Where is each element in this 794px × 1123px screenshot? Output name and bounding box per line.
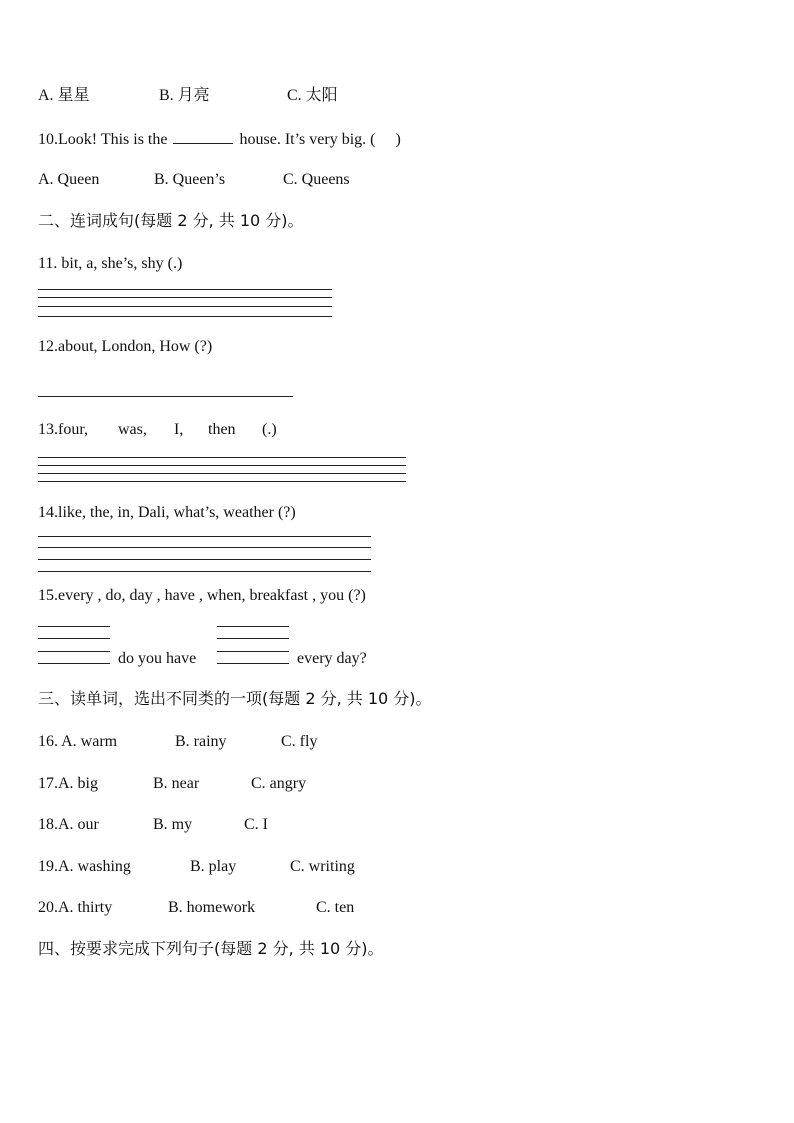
section-3-title: 三、读单词，选出不同类的一项(每题 2 分, 共 10 分)。	[38, 689, 432, 708]
q9-option-a[interactable]: A. 星星	[38, 87, 90, 104]
q13-answer-line[interactable]	[38, 473, 406, 474]
q13-word: 13.four,	[38, 421, 89, 438]
q11-prompt: 11. bit, a, she’s, shy (.)	[38, 255, 183, 272]
q13-word: (.)	[262, 421, 277, 438]
q15-end-text: every day?	[297, 650, 367, 667]
q10-close-paren: )	[395, 131, 401, 148]
q13-answer-line[interactable]	[38, 465, 406, 466]
q17-option-b[interactable]: B. near	[153, 775, 200, 792]
q12-prompt: 12.about, London, How (?)	[38, 338, 213, 355]
section-4-title: 四、按要求完成下列句子(每题 2 分, 共 10 分)。	[38, 939, 384, 958]
q18-option-b[interactable]: B. my	[153, 816, 193, 833]
q11-answer-line[interactable]	[38, 316, 332, 317]
q16-option-a[interactable]: 16. A. warm	[38, 733, 118, 750]
q13-word: then	[208, 421, 236, 438]
q15-blank-2-line[interactable]	[217, 626, 289, 627]
section-2-title: 二、连词成句(每题 2 分, 共 10 分)。	[38, 211, 304, 230]
q14-answer-line[interactable]	[38, 571, 371, 572]
q20-option-b[interactable]: B. homework	[168, 899, 256, 916]
q14-prompt: 14.like, the, in, Dali, what’s, weather (?)	[38, 504, 296, 521]
q11-answer-line[interactable]	[38, 306, 332, 307]
q18-option-c[interactable]: C. I	[244, 816, 268, 833]
q18-option-a[interactable]: 18.A. our	[38, 816, 99, 833]
q15-blank-1-line[interactable]	[38, 651, 110, 652]
q10-option-b[interactable]: B. Queen’s	[154, 171, 226, 188]
q13-word: was,	[118, 421, 147, 438]
q16-option-b[interactable]: B. rainy	[175, 733, 227, 750]
q14-answer-line[interactable]	[38, 547, 371, 548]
q16-option-c[interactable]: C. fly	[281, 733, 318, 750]
q17-option-c[interactable]: C. angry	[251, 775, 307, 792]
q10-option-c[interactable]: C. Queens	[283, 171, 350, 188]
q13-answer-line[interactable]	[38, 457, 406, 458]
q17-option-a[interactable]: 17.A. big	[38, 775, 98, 792]
q13-word: I,	[174, 421, 184, 438]
q10-answer-blank[interactable]	[173, 129, 233, 144]
q9-option-b[interactable]: B. 月亮	[159, 87, 210, 104]
q14-answer-line[interactable]	[38, 559, 371, 560]
q15-blank-1-line[interactable]	[38, 638, 110, 639]
q20-option-a[interactable]: 20.A. thirty	[38, 899, 113, 916]
q19-option-a[interactable]: 19.A. washing	[38, 858, 131, 875]
q9-option-c[interactable]: C. 太阳	[287, 87, 338, 104]
q19-option-b[interactable]: B. play	[190, 858, 237, 875]
q10-text-before: 10.Look! This is the	[38, 131, 168, 148]
q13-answer-line[interactable]	[38, 481, 406, 482]
q10-text-after: house. It’s very big. (	[239, 131, 376, 148]
q19-option-c[interactable]: C. writing	[290, 858, 355, 875]
q11-answer-line[interactable]	[38, 289, 332, 290]
q10-question	[38, 129, 401, 150]
q14-answer-line[interactable]	[38, 536, 371, 537]
q15-blank-2-line[interactable]	[217, 638, 289, 639]
q15-middle-text: do you have	[118, 650, 197, 667]
q15-prompt: 15.every , do, day , have , when, breakfast , you (?)	[38, 587, 366, 604]
q20-option-c[interactable]: C. ten	[316, 899, 355, 916]
q15-blank-2-line[interactable]	[217, 663, 289, 664]
q15-blank-1-line[interactable]	[38, 626, 110, 627]
q11-answer-line[interactable]	[38, 297, 332, 298]
q12-answer-line[interactable]	[38, 396, 293, 397]
q15-blank-1-line[interactable]	[38, 663, 110, 664]
q10-option-a[interactable]: A. Queen	[38, 171, 100, 188]
q15-blank-2-line[interactable]	[217, 651, 289, 652]
